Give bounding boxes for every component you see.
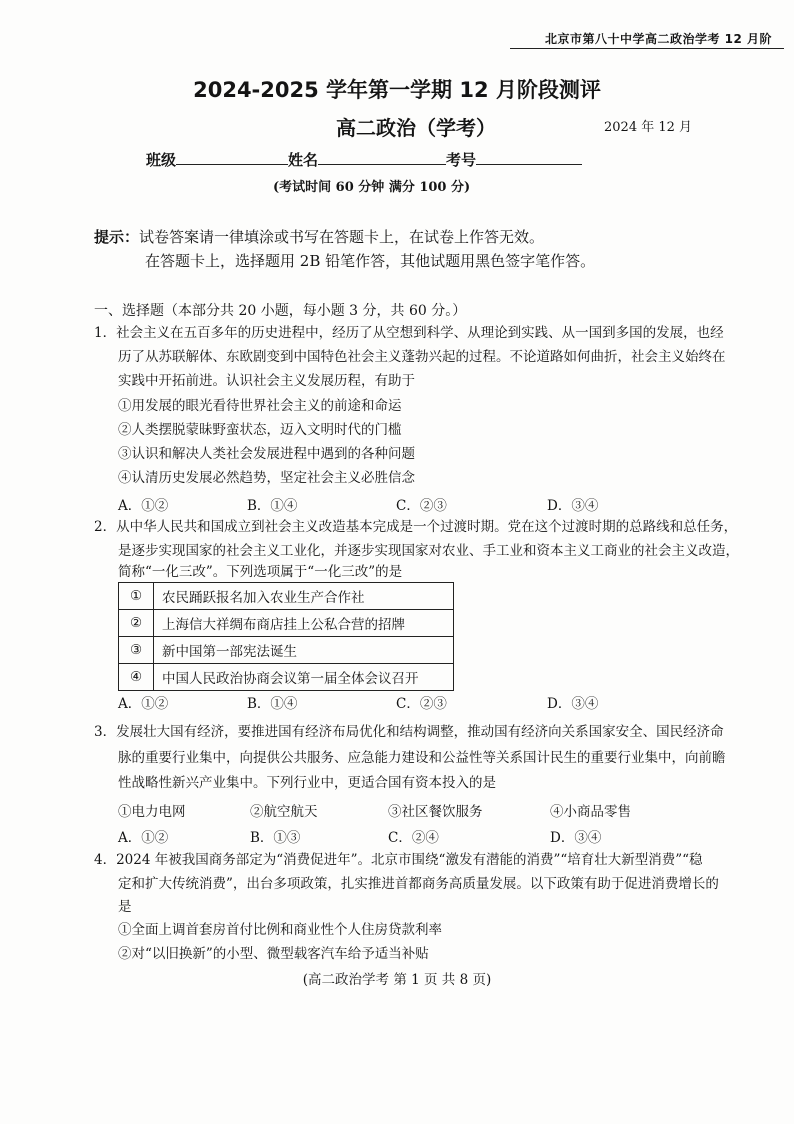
q2-option-d[interactable]: D．③④ <box>547 696 599 712</box>
q2-table <box>118 582 454 691</box>
q4-item-1: ①全面上调首套房首付比例和商业性个人住房贷款利率 <box>118 922 442 938</box>
q4-line-1: 4．2024 年被我国商务部定为“消费促进年”。北京市围绕“激发有潜能的消费”“培育壮大新型消费”“稳 <box>94 852 703 868</box>
q1-item-4: ④认清历史发展必然趋势，坚定社会主义必胜信念 <box>118 470 415 486</box>
q1-item-1: ①用发展的眼光看待世界社会主义的前途和命运 <box>118 398 402 414</box>
q1-line-1: 1．社会主义在五百多年的历史进程中，经历了从空想到科学、从理论到实践、从一国到多国的发展，也经 <box>94 325 724 341</box>
q3-item-1: ①电力电网 <box>118 804 186 820</box>
q2-line-2: 是逐步实现国家的社会主义工业化，并逐步实现国家对农业、手工业和资本主义工商业的社会主义改造， <box>118 543 739 559</box>
q3-line-1: 3．发展壮大国有经济，要推进国有经济布局优化和结构调整，推动国有经济向关系国家安全、国民经济命 <box>94 724 724 740</box>
number-field[interactable] <box>476 148 582 165</box>
tips-text-2: 在答题卡上，选择题用 2B 铅笔作答，其他试题用黑色签字笔作答。 <box>145 252 596 270</box>
q3-line-2: 脉的重要行业集中，向提供公共服务、应急能力建设和公益性等关系国计民生的重要行业集中，向前瞻 <box>118 750 726 766</box>
exam-date: 2024 年 12 月 <box>604 120 693 135</box>
q3-option-a[interactable]: A．①② <box>118 830 169 846</box>
q2-line-1: 2．从中华人民共和国成立到社会主义改造基本完成是一个过渡时期。党在这个过渡时期的总路线和总任务， <box>94 519 738 535</box>
table-cell-num: ③ <box>119 637 154 664</box>
q1-option-a[interactable]: A．①② <box>118 498 169 514</box>
table-row <box>119 664 454 691</box>
table-cell-text: 上海信大祥绸布商店挂上公私合营的招牌 <box>154 610 454 637</box>
table-cell-num: ④ <box>119 664 154 691</box>
q1-item-2: ②人类摆脱蒙昧野蛮状态，迈入文明时代的门槛 <box>118 422 402 438</box>
q2-option-b[interactable]: B．①④ <box>247 696 298 712</box>
tips-label: 提示： <box>94 228 140 246</box>
class-field[interactable] <box>176 148 288 165</box>
q1-item-3: ③认识和解决人类社会发展进程中遇到的各种问题 <box>118 446 415 462</box>
q3-option-b[interactable]: B．①③ <box>250 830 301 846</box>
q3-line-3: 性战略性新兴产业集中。下列行业中，更适合国有资本投入的是 <box>118 775 496 791</box>
q1-line-2: 历了从苏联解体、东欧剧变到中国特色社会主义蓬勃兴起的过程。不论道路如何曲折，社会主义始终在 <box>118 349 726 365</box>
table-cell-text: 中国人民政治协商会议第一届全体会议召开 <box>154 664 454 691</box>
q3-item-3: ③社区餐饮服务 <box>388 804 483 820</box>
q2-option-c[interactable]: C．②③ <box>396 696 447 712</box>
q3-option-d[interactable]: D．③④ <box>550 830 602 846</box>
q1-option-d[interactable]: D．③④ <box>547 498 599 514</box>
section-title: 一、选择题（本部分共 20 小题，每小题 3 分，共 60 分。） <box>94 303 467 319</box>
table-cell-text: 农民踊跃报名加入农业生产合作社 <box>154 583 454 610</box>
q3-option-c[interactable]: C．②④ <box>388 830 439 846</box>
exam-note: (考试时间 60 分钟 满分 100 分) <box>273 180 471 195</box>
table-row <box>119 610 454 637</box>
table-cell-text: 新中国第一部宪法诞生 <box>154 637 454 664</box>
header-tag: 北京市第八十中学高二政治学考 12 月阶 <box>544 32 772 46</box>
q4-line-2: 定和扩大传统消费”，出台多项政策，扎实推进首都商务高质量发展。以下政策有助于促进消费增长的 <box>118 876 719 892</box>
q2-option-a[interactable]: A．①② <box>118 696 169 712</box>
q1-line-3: 实践中开拓前进。认识社会主义发展历程，有助于 <box>118 373 415 389</box>
q1-option-c[interactable]: C．②③ <box>396 498 447 514</box>
table-row <box>119 637 454 664</box>
name-field[interactable] <box>318 148 446 165</box>
exam-title: 2024-2025 学年第一学期 12 月阶段测评 <box>193 78 601 102</box>
tips-line-1 <box>94 226 544 247</box>
student-info-line <box>146 148 582 170</box>
tips-text-1: 试卷答案请一律填涂或书写在答题卡上，在试卷上作答无效。 <box>139 228 545 246</box>
table-row <box>119 583 454 610</box>
table-cell-num: ① <box>119 583 154 610</box>
exam-subtitle: 高二政治（学考） <box>336 116 496 140</box>
q3-item-2: ②航空航天 <box>250 804 318 820</box>
page-footer: (高二政治学考 第 1 页 共 8 页) <box>302 972 492 988</box>
table-cell-num: ② <box>119 610 154 637</box>
number-label: 考号 <box>446 151 477 169</box>
q3-item-4: ④小商品零售 <box>550 804 631 820</box>
q2-line-3: 简称“一化三改”。下列选项属于“一化三改”的是 <box>118 564 403 580</box>
header-rule <box>510 48 784 49</box>
q4-line-3: 是 <box>118 899 132 915</box>
q4-item-2: ②对“以旧换新”的小型、微型载客汽车给予适当补贴 <box>118 946 429 962</box>
name-label: 姓名 <box>288 151 319 169</box>
class-label: 班级 <box>146 151 177 169</box>
q1-option-b[interactable]: B．①④ <box>247 498 298 514</box>
